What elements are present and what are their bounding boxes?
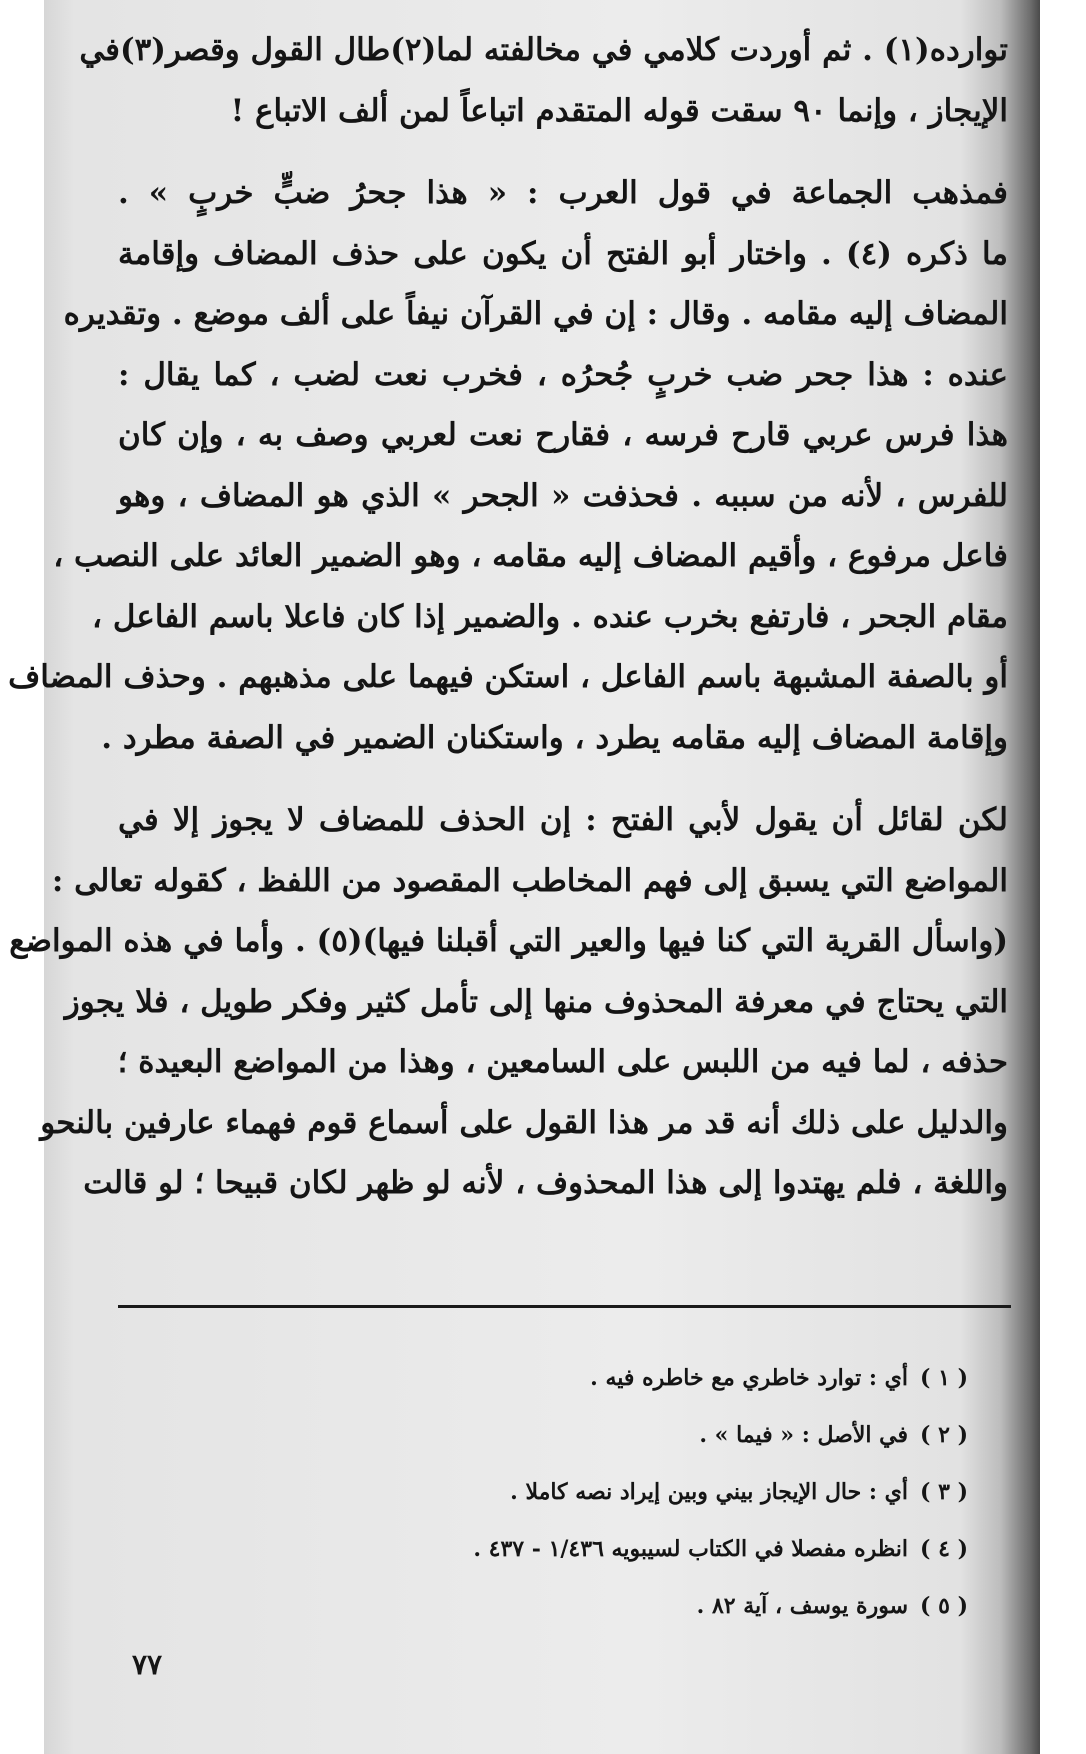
footnote-text: في الأصل : « فيما » . bbox=[699, 1422, 909, 1448]
text-line: لكن لقائل أن يقول لأبي الفتح : إن الحذف للمضاف لا يجوز إلا في bbox=[118, 802, 1008, 838]
footnote-1 bbox=[118, 1350, 968, 1407]
footnote-3 bbox=[118, 1464, 968, 1521]
footnote-text: سورة يوسف ، آية ٨٢ . bbox=[696, 1593, 909, 1619]
footnote-text: أي : توارد خاطري مع خاطره فيه . bbox=[590, 1365, 909, 1391]
text-line: واللغة ، فلم يهتدوا إلى هذا المحذوف ، لأنه لو ظهر لكان قبيحا ؛ لو قالت bbox=[83, 1165, 1008, 1201]
footnote-number: ( ٢ ) bbox=[920, 1422, 968, 1448]
footnote-text: انظره مفصلا في الكتاب لسيبويه ١/٤٣٦ - ٤٣٧ . bbox=[473, 1536, 909, 1562]
footnote-4 bbox=[118, 1521, 968, 1578]
footnote-number: ( ٣ ) bbox=[920, 1479, 968, 1505]
text-line: وإقامة المضاف إليه مقامه يطرد ، واستكنان الضمير في الصفة مطرد . bbox=[101, 719, 1008, 756]
footnote-2 bbox=[118, 1407, 968, 1464]
paragraph-2 bbox=[8, 163, 1008, 768]
footnote-number: ( ١ ) bbox=[920, 1365, 968, 1391]
footnote-5 bbox=[118, 1578, 968, 1635]
page-number: ٧٧ bbox=[132, 1648, 163, 1681]
text-line: توارده(١) . ثم أوردت كلامي في مخالفته لما(٢)طال القول وقصر(٣)في bbox=[79, 32, 1008, 68]
footnotes bbox=[118, 1350, 968, 1635]
footnote-separator bbox=[118, 1305, 1011, 1308]
paragraph-1 bbox=[79, 20, 1008, 141]
text-line: ما ذكره (٤) . واختار أبو الفتح أن يكون على حذف المضاف وإقامة bbox=[118, 235, 1008, 272]
footnote-number: ( ٤ ) bbox=[920, 1536, 968, 1562]
text-line: فمذهب الجماعة في قول العرب : « هذا جحرُ ضبٍّ خربٍ » . bbox=[118, 175, 1008, 211]
footnote-number: ( ٥ ) bbox=[920, 1593, 968, 1619]
text-line: (واسأل القرية التي كنا فيها والعير التي أقبلنا فيها)(٥) . وأما في هذه المواضع bbox=[9, 923, 1008, 959]
text-line: أو بالصفة المشبهة باسم الفاعل ، استكن فيهما على مذهبهم . وحذف المضاف bbox=[8, 659, 1008, 695]
text-line: التي يحتاج في معرفة المحذوف منها إلى تأمل كثير وفكر طويل ، فلا يجوز bbox=[64, 983, 1008, 1020]
text-line: مقام الجحر ، فارتفع بخرب عنده . والضمير إذا كان فاعلا باسم الفاعل ، bbox=[92, 598, 1008, 635]
text-line: المواضع التي يسبق إلى فهم المخاطب المقصود من اللفظ ، كقوله تعالى : bbox=[51, 862, 1008, 899]
text-line: للفرس ، لأنه من سببه . فحذفت « الجحر » الذي هو المضاف ، وهو bbox=[118, 477, 1008, 514]
footnote-text: أي : حال الإيجاز بيني وبين إيراد نصه كاملا . bbox=[510, 1479, 909, 1505]
text-line: هذا فرس عربي قارح فرسه ، فقارح نعت لعربي وصف به ، وإن كان bbox=[118, 417, 1008, 453]
book-page-text bbox=[8, 20, 1008, 1214]
text-line: عنده : هذا جحر ضب خربٍ جُحرُه ، فخرب نعت لضب ، كما يقال : bbox=[118, 356, 1008, 393]
text-line: الإيجاز ، وإنما ٩٠ سقت قوله المتقدم اتباعاً لمن ألف الاتباع ! bbox=[230, 92, 1008, 129]
text-line: فاعل مرفوع ، وأقيم المضاف إليه مقامه ، وهو الضمير العائد على النصب ، bbox=[53, 538, 1008, 574]
text-line: والدليل على ذلك أنه قد مر هذا القول على أسماع قوم فهماء عارفين بالنحو bbox=[40, 1104, 1008, 1141]
text-line: المضاف إليه مقامه . وقال : إن في القرآن نيفاً على ألف موضع . وتقديره bbox=[63, 296, 1008, 332]
paragraph-3 bbox=[9, 790, 1008, 1214]
text-line: حذفه ، لما فيه من اللبس على السامعين ، وهذا من المواضع البعيدة ؛ bbox=[117, 1044, 1008, 1080]
